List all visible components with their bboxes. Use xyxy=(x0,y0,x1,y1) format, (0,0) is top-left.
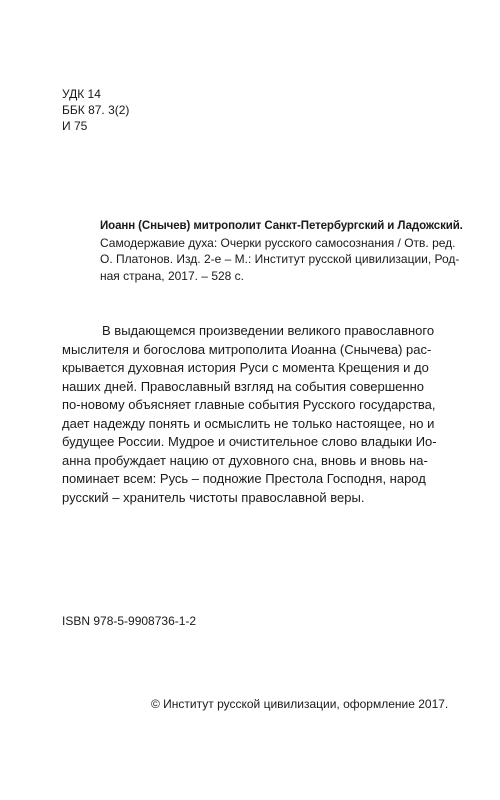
bibliographic-heading: Иоанн (Снычев) митрополит Санкт-Петербургский и Ладожский. xyxy=(100,220,463,232)
bibliographic-line: О. Платонов. Изд. 2-е – М.: Институт русской цивилизации, Род- xyxy=(100,252,460,266)
bibliographic-entry xyxy=(100,218,463,284)
copyright-notice: © Институт русской цивилизации, оформление 2017. xyxy=(151,697,449,711)
bbk-code: ББК 87. 3(2) xyxy=(62,103,130,117)
udk-code: УДК 14 xyxy=(62,87,101,101)
annotation-line: дает надежду понять и осмыслить не только настоящее, но и xyxy=(62,415,435,431)
classification-codes xyxy=(62,86,129,134)
author-mark: И 75 xyxy=(62,119,88,133)
bibliographic-line: Самодержавие духа: Очерки русского самосознания / Отв. ред. xyxy=(100,235,456,250)
annotation-line: по-новому объясняет главные события Русского государства, xyxy=(62,397,436,412)
isbn: ISBN 978-5-9908736-1-2 xyxy=(62,614,197,628)
annotation-line: В выдающемся произведении великого православного xyxy=(102,323,435,338)
annotation-line: русский – хранитель чистоты православной веры. xyxy=(62,489,365,505)
bibliographic-line: ная страна, 2017. – 528 с. xyxy=(100,268,245,283)
annotation-line: анна пробуждает нацию от духовного сна, вновь и вновь на- xyxy=(62,452,428,468)
annotation-line: будущее России. Мудрое и очистительное слово владыки Ио- xyxy=(62,434,437,449)
annotation-line: наших дней. Православный взгляд на события совершенно xyxy=(62,378,425,394)
annotation-line: крывается духовная история Руси с момента Крещения и до xyxy=(62,360,429,375)
annotation-line: мыслителя и богослова митрополита Иоанна (Снычева) рас- xyxy=(62,341,432,357)
annotation-line: поминает всем: Русь – подножие Престола Господня, народ xyxy=(62,471,426,486)
annotation-text xyxy=(62,322,442,507)
